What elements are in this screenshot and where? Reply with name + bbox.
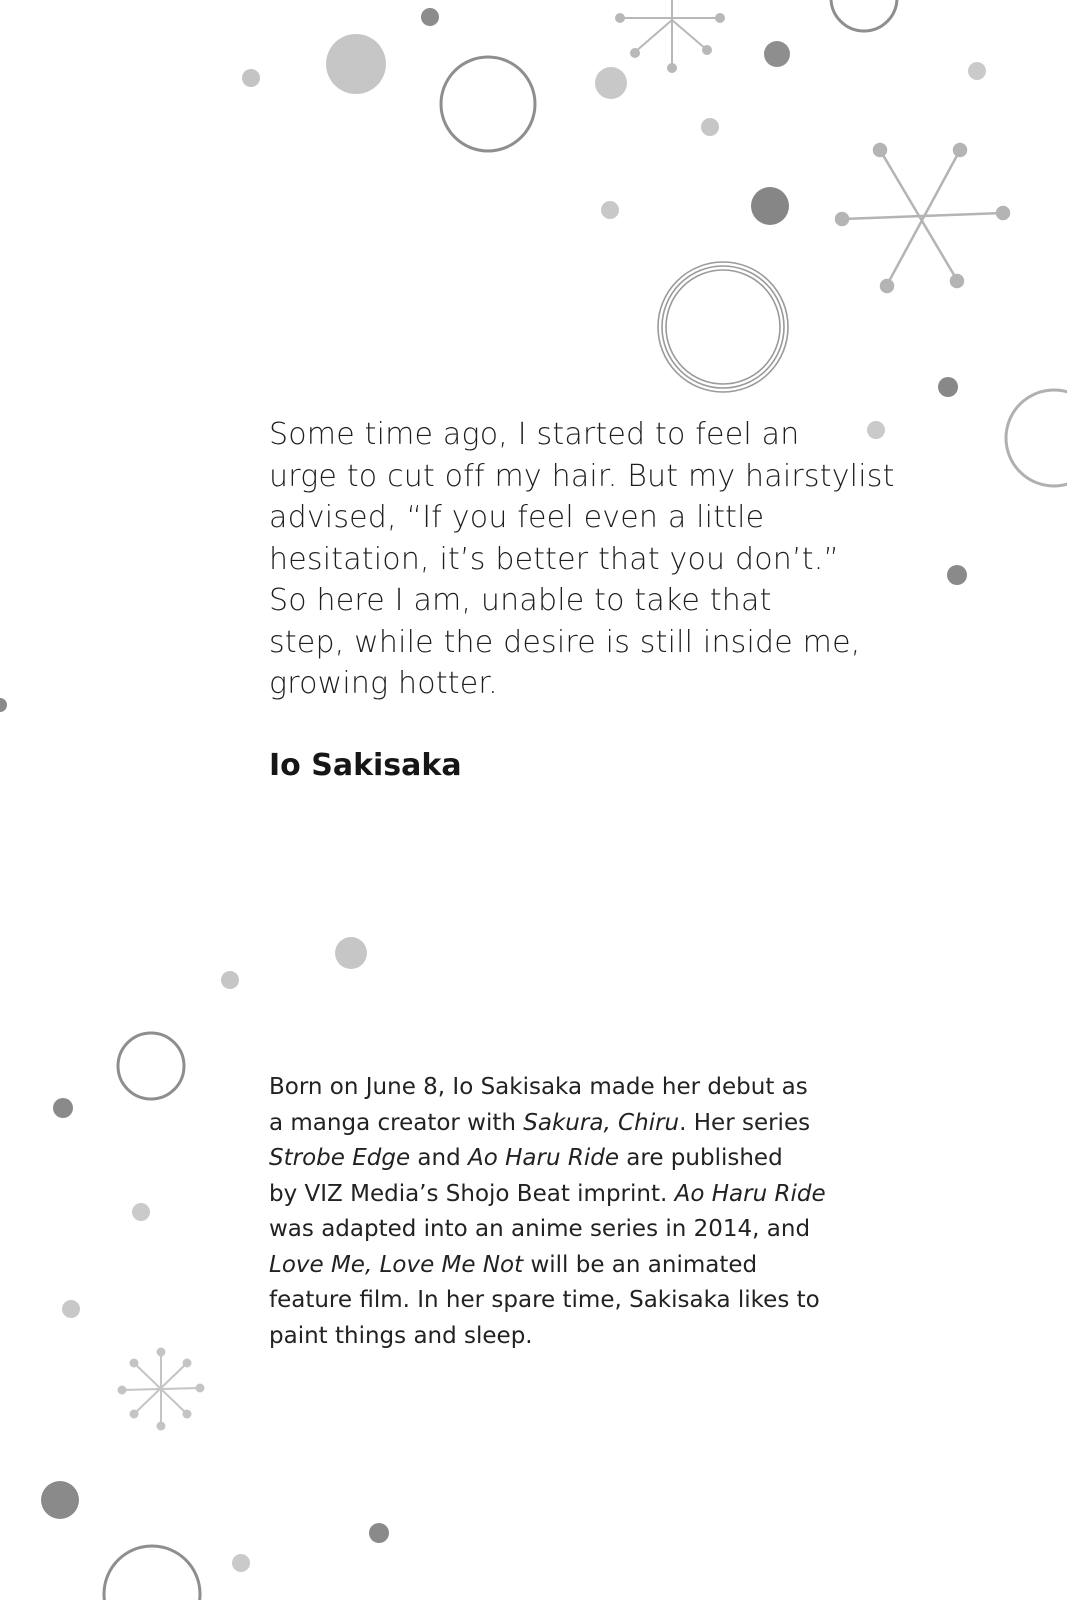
quote-line: So here I am, unable to take that bbox=[269, 583, 772, 618]
ring bbox=[658, 262, 788, 392]
bio-line: by VIZ Media’s Shojo Beat imprint. Ao Haru Ride bbox=[269, 1180, 826, 1207]
dot bbox=[62, 1300, 80, 1318]
dot bbox=[0, 698, 7, 712]
dot bbox=[938, 377, 958, 397]
book-title: Love Me, Love Me Not bbox=[269, 1251, 524, 1278]
dot bbox=[947, 565, 967, 585]
bio-line: was adapted into an anime series in 2014, and bbox=[269, 1216, 811, 1242]
bio-line: feature film. In her spare time, Sakisaka likes to bbox=[269, 1287, 820, 1313]
quote-line: urge to cut off my hair. But my hairstylist bbox=[269, 458, 895, 494]
rings-decoration bbox=[104, 0, 1067, 1600]
bio-line: paint things and sleep. bbox=[269, 1322, 533, 1349]
snowflake-icon bbox=[119, 1349, 204, 1430]
dot bbox=[595, 67, 627, 99]
ring bbox=[662, 266, 784, 388]
quote-line: growing hotter. bbox=[269, 666, 498, 701]
dot bbox=[326, 34, 386, 94]
dot bbox=[701, 118, 719, 136]
ring bbox=[441, 57, 535, 151]
dot bbox=[53, 1098, 73, 1118]
book-title: Strobe Edge bbox=[269, 1145, 411, 1171]
ring bbox=[666, 270, 780, 384]
quote-line: advised, “If you feel even a little bbox=[269, 500, 765, 535]
dot bbox=[421, 8, 439, 26]
dot bbox=[764, 41, 790, 67]
book-title: Sakura, Chiru bbox=[523, 1109, 680, 1136]
bio-line: a manga creator with Sakura, Chiru. Her series bbox=[269, 1109, 811, 1136]
ring bbox=[831, 0, 897, 31]
dot bbox=[751, 187, 789, 225]
ring bbox=[118, 1033, 184, 1099]
book-title: Ao Haru Ride bbox=[468, 1145, 619, 1171]
dot bbox=[132, 1203, 150, 1221]
dot bbox=[335, 937, 367, 969]
dot bbox=[41, 1481, 79, 1519]
snowflake-icon bbox=[616, 0, 724, 72]
quote-line: hesitation, it’s better that you don’t.” bbox=[269, 541, 840, 577]
quote-line: step, while the desire is still inside me, bbox=[269, 624, 861, 660]
bio-line: Born on June 8, Io Sakisaka made her debut as bbox=[269, 1074, 808, 1100]
bio-line: Strobe Edge and Ao Haru Ride are published bbox=[269, 1145, 783, 1171]
triple-ring-decoration bbox=[658, 262, 788, 392]
dot bbox=[369, 1523, 389, 1543]
dot bbox=[242, 69, 260, 87]
ring bbox=[1006, 390, 1067, 486]
ring bbox=[104, 1546, 200, 1600]
snowflake-icon bbox=[836, 144, 1009, 292]
quote-line: Some time ago, I started to feel an bbox=[269, 417, 800, 452]
book-title: Ao Haru Ride bbox=[674, 1180, 826, 1207]
author-quote bbox=[269, 414, 909, 705]
bio-line: Love Me, Love Me Not will be an animated bbox=[269, 1251, 758, 1278]
dot bbox=[601, 201, 619, 219]
dot bbox=[232, 1554, 250, 1572]
author-bio bbox=[269, 1070, 869, 1354]
author-name: Io Sakisaka bbox=[269, 748, 462, 783]
dot bbox=[221, 971, 239, 989]
dot bbox=[968, 62, 986, 80]
